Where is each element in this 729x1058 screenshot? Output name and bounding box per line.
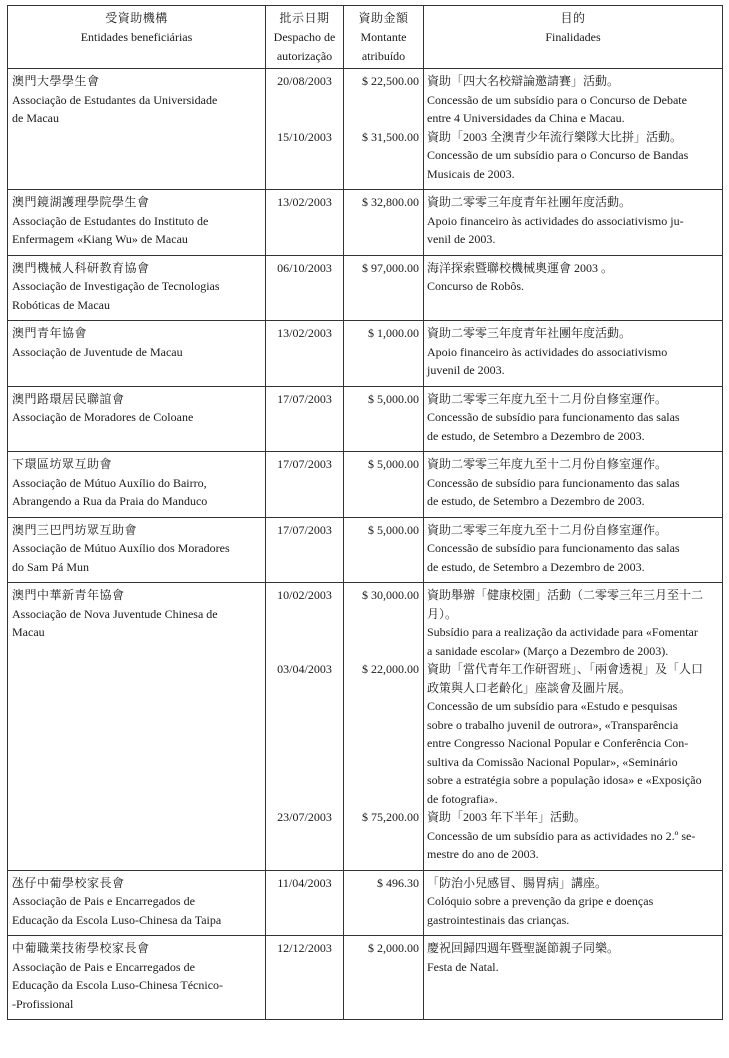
- entity-name-pt: Educação da Escola Luso-Chinesa Técnico-: [12, 978, 224, 992]
- amount-cell: [344, 870, 424, 936]
- grant-purpose: [427, 128, 719, 184]
- purpose-line: 月）。: [427, 606, 458, 621]
- grant-date: 17/07/2003: [277, 457, 332, 471]
- purpose-cell: [424, 386, 723, 452]
- grant-amount: $ 5,000.00: [368, 522, 419, 537]
- purpose-line: de estudo, de Setembro a Dezembro de 2003.: [427, 428, 645, 443]
- purpose-cell: [424, 517, 723, 583]
- grant-purpose: [427, 72, 719, 128]
- grant-date: 10/02/2003: [277, 588, 332, 602]
- purpose-cell: [424, 321, 723, 387]
- header-amount: [344, 6, 424, 69]
- amount-cell: [344, 190, 424, 256]
- grant-date: 13/02/2003: [277, 326, 332, 340]
- table-row: [8, 321, 723, 387]
- purpose-line: 慶祝回歸四週年暨聖誕節親子同樂。: [427, 941, 620, 955]
- grant-purpose: [427, 390, 719, 446]
- entity-name-pt: do Sam Pá Mun: [12, 559, 90, 574]
- entity-cell: [8, 452, 266, 518]
- purpose-line: mestre do ano de 2003.: [427, 847, 539, 861]
- entity-name-pt: -Profissional: [12, 996, 74, 1011]
- grant-amount: $ 22,000.00: [362, 662, 419, 676]
- grant-purpose: [427, 939, 719, 976]
- subsidy-table: [7, 5, 723, 1020]
- date-cell: [266, 452, 344, 518]
- purpose-line: Concurso de Robôs.: [427, 279, 524, 293]
- purpose-line: venil de 2003.: [427, 232, 496, 246]
- table-row: [8, 452, 723, 518]
- grant-date: 12/12/2003: [277, 941, 332, 955]
- grant-date: 11/04/2003: [277, 875, 332, 890]
- purpose-line: 資助二零零三年度九至十二月份自修室運作。: [427, 522, 668, 537]
- grant-amount: $ 31,500.00: [362, 129, 419, 144]
- date-cell: [266, 583, 344, 871]
- entity-name-zh: 澳門機械人科研教育協會: [12, 260, 150, 275]
- entity-name-zh: 澳門中華新青年協會: [12, 588, 125, 602]
- amount-cell: [344, 255, 424, 321]
- purpose-cell: [424, 870, 723, 936]
- purpose-line: sobre a estratégia sobre a população idosa» e «Exposição: [427, 773, 702, 787]
- purpose-line: 資助二零零三年度青年社團年度活動。: [427, 195, 632, 209]
- grant-purpose: [427, 521, 719, 577]
- purpose-line: 資助「當代青年工作研習班」、「兩會透視」及「人口: [427, 662, 704, 676]
- header-date-pt1: Despacho de: [273, 30, 336, 44]
- purpose-line: Concessão de subsídio para funcionamento das salas: [427, 541, 680, 555]
- entity-name-pt: Associação de Estudantes da Universidade: [12, 92, 218, 107]
- entity-name-pt: Macau: [12, 625, 45, 639]
- table-body: [8, 69, 723, 1020]
- table-row: [8, 69, 723, 190]
- entity-cell: [8, 255, 266, 321]
- table-row: [8, 870, 723, 936]
- table-row: [8, 583, 723, 871]
- purpose-line: a sanidade escolar» (Março a Dezembro de 2003).: [427, 643, 669, 658]
- header-amount-zh: 資助金額: [358, 11, 409, 25]
- amount-cell: [344, 386, 424, 452]
- purpose-line: Concessão de subsídio para funcionamento das salas: [427, 410, 680, 424]
- grant-purpose: [427, 586, 719, 660]
- entity-name-pt: Enfermagem «Kiang Wu» de Macau: [12, 232, 188, 246]
- amount-cell: [344, 936, 424, 1020]
- entity-name-pt: Robóticas de Macau: [12, 297, 110, 312]
- purpose-line: 資助「四大名校辯論邀請賽」活動。: [427, 74, 620, 88]
- header-date-pt2: autorização: [276, 49, 333, 63]
- grant-amount: $ 97,000.00: [362, 260, 419, 275]
- amount-cell: [344, 452, 424, 518]
- header-purpose-pt: Finalidades: [545, 30, 601, 44]
- purpose-line: Subsídio para a realização da actividade para «Fomentar: [427, 625, 698, 639]
- purpose-line: 政策與人口老齡化」座談會及圖片展。: [427, 680, 632, 695]
- table-header-row: [8, 6, 723, 69]
- purpose-line: 資助二零零三年度九至十二月份自修室運作。: [427, 391, 668, 406]
- purpose-cell: [424, 190, 723, 256]
- purpose-line: Concessão de um subsídio para o Concurso de Debate: [427, 92, 687, 107]
- grant-purpose: [427, 808, 719, 864]
- entity-name-zh: 澳門大學學生會: [12, 74, 100, 88]
- purpose-line: 資助二零零三年度青年社團年度活動。: [427, 326, 632, 340]
- purpose-line: Concessão de um subsídio para «Estudo e pesquisas: [427, 699, 678, 713]
- header-date: [266, 6, 344, 69]
- header-purpose: [424, 6, 723, 69]
- entity-name-pt: de Macau: [12, 111, 59, 125]
- purpose-cell: [424, 583, 723, 871]
- grant-amount: $ 5,000.00: [368, 457, 419, 471]
- entity-name-zh: 澳門路環居民聯誼會: [12, 391, 125, 406]
- purpose-cell: [424, 255, 723, 321]
- entity-cell: [8, 190, 266, 256]
- date-cell: [266, 255, 344, 321]
- grant-purpose: [427, 324, 719, 380]
- purpose-line: de fotografia».: [427, 791, 498, 806]
- purpose-line: Festa de Natal.: [427, 959, 499, 974]
- purpose-line: de estudo, de Setembro a Dezembro de 2003.: [427, 494, 645, 508]
- entity-name-zh: 氹仔中葡學校家長會: [12, 875, 125, 890]
- purpose-cell: [424, 936, 723, 1020]
- table-row: [8, 386, 723, 452]
- grant-amount: $ 496.30: [377, 875, 419, 890]
- grant-date: 23/07/2003: [277, 810, 332, 824]
- entity-cell: [8, 583, 266, 871]
- grant-purpose: [427, 259, 719, 296]
- grant-date: 06/10/2003: [277, 260, 332, 275]
- table-row: [8, 255, 723, 321]
- date-cell: [266, 386, 344, 452]
- purpose-line: Concessão de um subsídio para o Concurso de Bandas: [427, 148, 689, 162]
- purpose-line: 資助二零零三年度九至十二月份自修室運作。: [427, 457, 668, 471]
- entity-name-pt: Associação de Investigação de Tecnologias: [12, 279, 220, 293]
- grant-purpose: [427, 193, 719, 249]
- grant-amount: $ 5,000.00: [368, 391, 419, 406]
- grant-amount: $ 30,000.00: [362, 588, 419, 602]
- purpose-line: 海洋探索暨聯校機械奧運會 2003 。: [427, 260, 614, 275]
- table-row: [8, 517, 723, 583]
- grant-amount: $ 22,500.00: [362, 74, 419, 88]
- date-cell: [266, 321, 344, 387]
- date-cell: [266, 936, 344, 1020]
- purpose-line: gastrointestinais das crianças.: [427, 912, 570, 927]
- entity-name-pt: Educação da Escola Luso-Chinesa da Taipa: [12, 912, 222, 927]
- purpose-cell: [424, 452, 723, 518]
- purpose-line: Musicais de 2003.: [427, 166, 515, 181]
- purpose-line: entre 4 Universidades da China e Macau.: [427, 111, 625, 125]
- header-amount-pt2: atribuído: [361, 49, 406, 63]
- amount-cell: [344, 321, 424, 387]
- entity-name-pt: Associação de Moradores de Coloane: [12, 410, 194, 424]
- amount-cell: [344, 69, 424, 190]
- purpose-line: sultiva da Comissão Nacional Popular», «Seminário: [427, 754, 678, 769]
- purpose-line: sobre o trabalho juvenil de outrora», «Transparência: [427, 717, 679, 732]
- header-entity-pt: Entidades beneficiárias: [80, 30, 193, 44]
- purpose-line: Concessão de um subsídio para as actividades no 2.º se-: [427, 828, 696, 843]
- entity-cell: [8, 69, 266, 190]
- entity-name-pt: Associação de Mútuo Auxílio do Bairro,: [12, 475, 207, 490]
- entity-name-pt: Associação de Estudantes do Instituto de: [12, 213, 209, 228]
- purpose-line: de estudo, de Setembro a Dezembro de 2003.: [427, 559, 645, 574]
- entity-cell: [8, 936, 266, 1020]
- date-cell: [266, 517, 344, 583]
- grant-date: 13/02/2003: [277, 195, 332, 209]
- header-purpose-zh: 目的: [560, 11, 586, 25]
- purpose-line: juvenil de 2003.: [427, 363, 505, 377]
- header-entity: [8, 6, 266, 69]
- purpose-line: Apoio financeiro às actividades do associativismo: [427, 344, 668, 359]
- purpose-line: 資助「2003 年下半年」活動。: [427, 810, 587, 824]
- grant-amount: $ 32,800.00: [362, 195, 419, 209]
- grant-date: 17/07/2003: [277, 522, 332, 537]
- purpose-line: 資助舉辦「健康校園」活動（二零零三年三月至十二: [427, 588, 704, 602]
- grant-date: 20/08/2003: [277, 74, 332, 88]
- purpose-cell: [424, 69, 723, 190]
- entity-name-zh: 下環區坊眾互助會: [12, 457, 113, 471]
- amount-cell: [344, 583, 424, 871]
- entity-name-zh: 澳門三巴門坊眾互助會: [12, 522, 138, 537]
- header-date-zh: 批示日期: [279, 11, 330, 25]
- header-entity-zh: 受資助機構: [105, 11, 168, 25]
- table-row: [8, 190, 723, 256]
- date-cell: [266, 870, 344, 936]
- entity-cell: [8, 517, 266, 583]
- purpose-line: 資助「2003 全澳青少年流行樂隊大比拼」活動。: [427, 129, 683, 144]
- amount-cell: [344, 517, 424, 583]
- purpose-line: Concessão de subsídio para funcionamento das salas: [427, 475, 680, 490]
- grant-amount: $ 1,000.00: [368, 326, 419, 340]
- grant-date: 15/10/2003: [277, 129, 332, 144]
- purpose-line: 「防治小兒感冒、腸胃病」講座。: [427, 875, 608, 890]
- table-row: [8, 936, 723, 1020]
- entity-name-pt: Associação de Nova Juventude Chinesa de: [12, 606, 218, 621]
- entity-name-zh: 澳門青年協會: [12, 326, 88, 340]
- header-amount-pt1: Montante: [360, 30, 407, 44]
- entity-name-pt: Abrangendo a Rua da Praia do Manduco: [12, 494, 208, 508]
- entity-cell: [8, 321, 266, 387]
- entity-name-zh: 澳門鏡湖護理學院學生會: [12, 195, 150, 209]
- grant-purpose: [427, 455, 719, 511]
- purpose-line: Apoio financeiro às actividades do associativismo ju-: [427, 213, 684, 228]
- date-cell: [266, 69, 344, 190]
- grant-date: 03/04/2003: [277, 662, 332, 676]
- entity-name-pt: Associação de Juventude de Macau: [12, 344, 183, 359]
- grant-purpose: [427, 874, 719, 930]
- entity-name-zh: 中葡職業技術學校家長會: [12, 941, 150, 955]
- entity-name-pt: Associação de Mútuo Auxílio dos Moradores: [12, 541, 230, 555]
- purpose-line: entre Congresso Nacional Popular e Conferência Con-: [427, 736, 689, 750]
- purpose-line: Colóquio sobre a prevenção da gripe e doenças: [427, 894, 654, 908]
- date-cell: [266, 190, 344, 256]
- grant-date: 17/07/2003: [277, 391, 332, 406]
- entity-cell: [8, 870, 266, 936]
- entity-name-pt: Associação de Pais e Encarregados de: [12, 894, 195, 908]
- entity-name-pt: Associação de Pais e Encarregados de: [12, 959, 195, 974]
- entity-cell: [8, 386, 266, 452]
- grant-purpose: [427, 660, 719, 808]
- grant-amount: $ 2,000.00: [368, 941, 419, 955]
- grant-amount: $ 75,200.00: [362, 810, 419, 824]
